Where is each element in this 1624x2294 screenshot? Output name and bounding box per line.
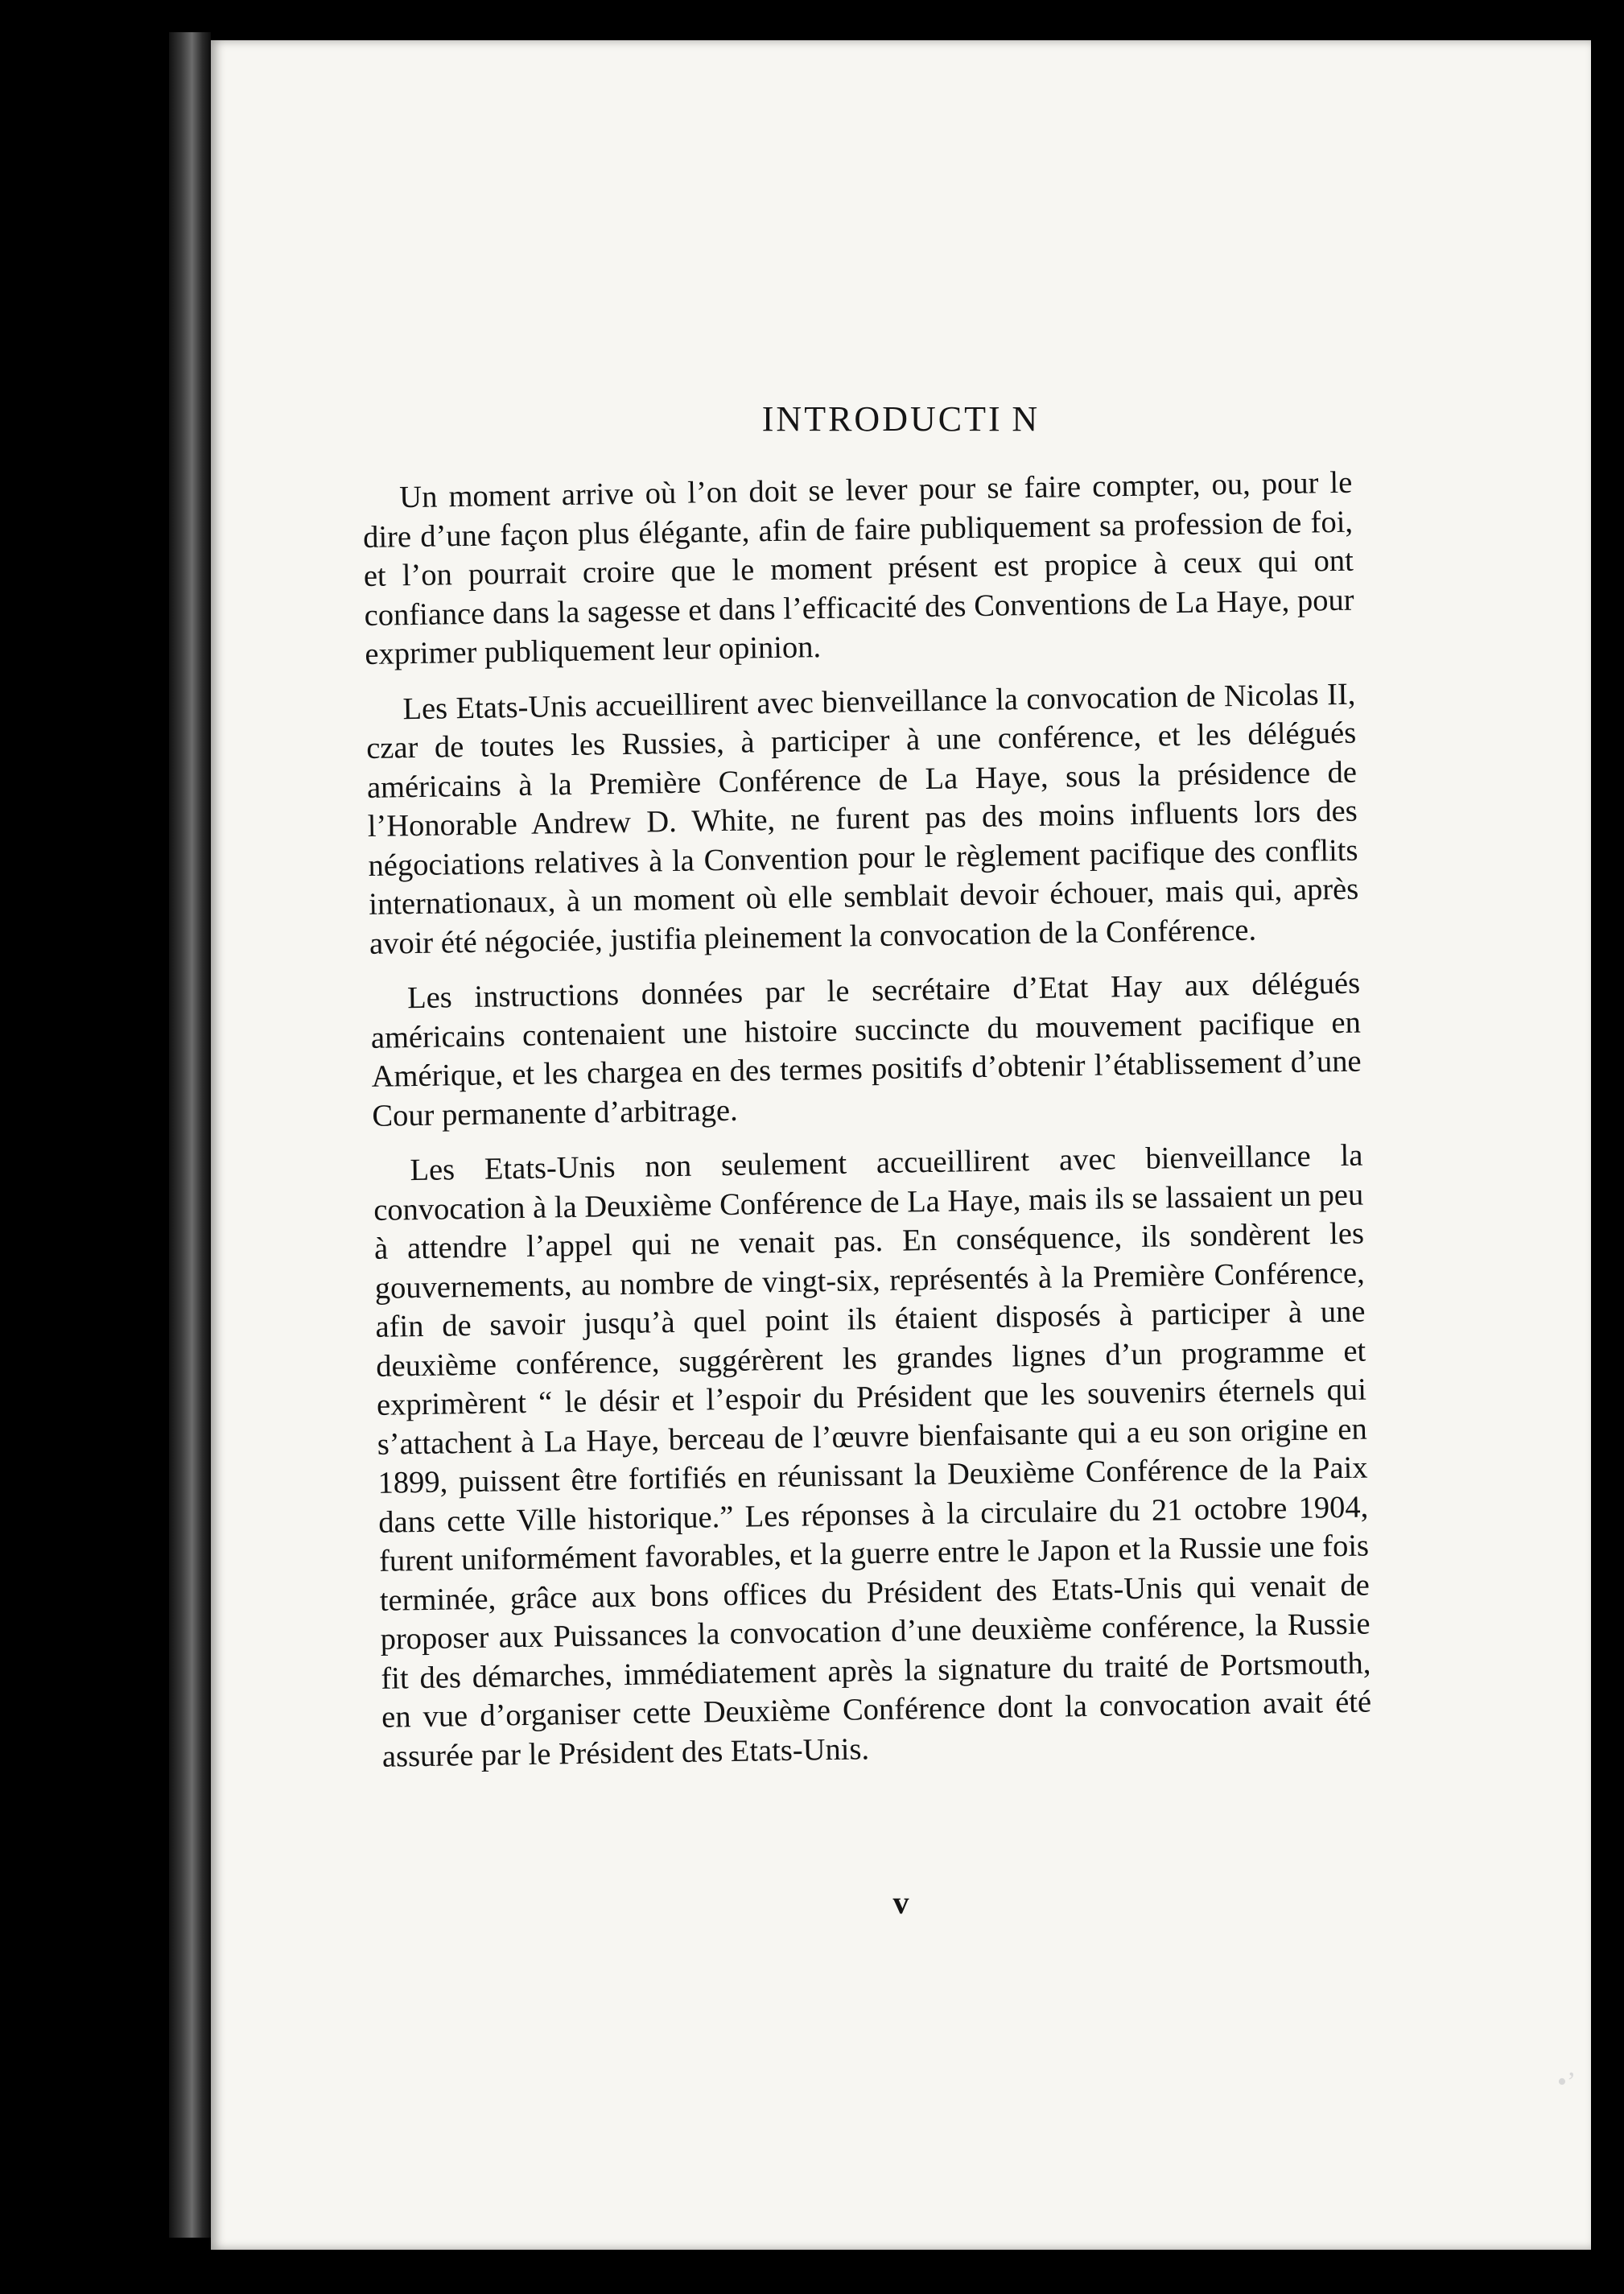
paragraph: Les Etats-Unis non seulement accueillirent avec bienveillance la convocation à la Deuxième Conférence de La Haye, mais ils se lassaient un peu à attendre l’appel qui ne venait pas. En conséquence, ils sondèrent les gouvernements, au nombre de vingt-six, représentés à la Première Conférence, afin de savoir jusqu’à quel point ils étaient disposés à participer à une deuxième conférence, suggérèrent les grandes lignes d’un programme et exprimèrent “ le désir et l’espoir du Président que les souvenirs éternels qui s’attachent à La Haye, berceau de l’œuvre bienfaisante qui a eu son origine en 1899, puissent être fortifiés en réunissant la Deuxième Conférence de la Paix dans cette Ville historique.” Les réponses à la circulaire du 21 octobre 1904, furent uniformément favorables, et la guerre entre le Japon et la Russie une fois terminée, grâce aux bons offices du Président des Etats-Unis qui venait de proposer aux Puissances la convocation d’une deuxième conférence, la Russie fit des démarches, immédiatement après la signature du traité de Portsmouth, en vue d’organiser cette Deuxième Conférence dont la convocation avait été assurée par le Président des Etats-Unis. <box>373 1138 1372 1774</box>
page-title: INTRODUCTI N <box>761 399 1041 439</box>
scan-edge-marks: •’ <box>1557 2067 1577 2097</box>
body-text <box>362 464 1372 1793</box>
page-number: v <box>892 1884 909 1921</box>
book-page <box>211 40 1591 2250</box>
paragraph: Les instructions données par le secrétaire d’Etat Hay aux délégués américains contenaient une histoire succincte du mouvement pacifique en Amérique, et les chargea en des termes positifs d’obtenir l’établissement d’une Cour permanente d’arbitrage. <box>370 966 1362 1133</box>
book-binding-edge <box>169 32 211 2238</box>
paragraph: Un moment arrive où l’on doit se lever pour se faire compter, ou, pour le dire d’une façon plus élégante, afin de faire publiquement sa profession de foi, et l’on pourrait croire que le moment présent est propice à ceux qui ont confiance dans la sagesse et dans l’efficacité des Conventions de La Haye, pour exprimer publiquement leur opinion. <box>362 465 1354 671</box>
paragraph: Les Etats-Unis accueillirent avec bienveillance la convocation de Nicolas II, czar de toutes les Russies, à participer à une conférence, et les délégués américains à la Première Conférence de La Haye, sous la présidence de l’Honorable Andrew D. White, ne furent pas des moins influents lors des négociations relatives à la Convention pour le règlement pacifique des conflits internationaux, à un moment où elle semblait devoir échouer, mais qui, après avoir été négociée, justifia pleinement la convocation de la Conférence. <box>365 677 1359 961</box>
